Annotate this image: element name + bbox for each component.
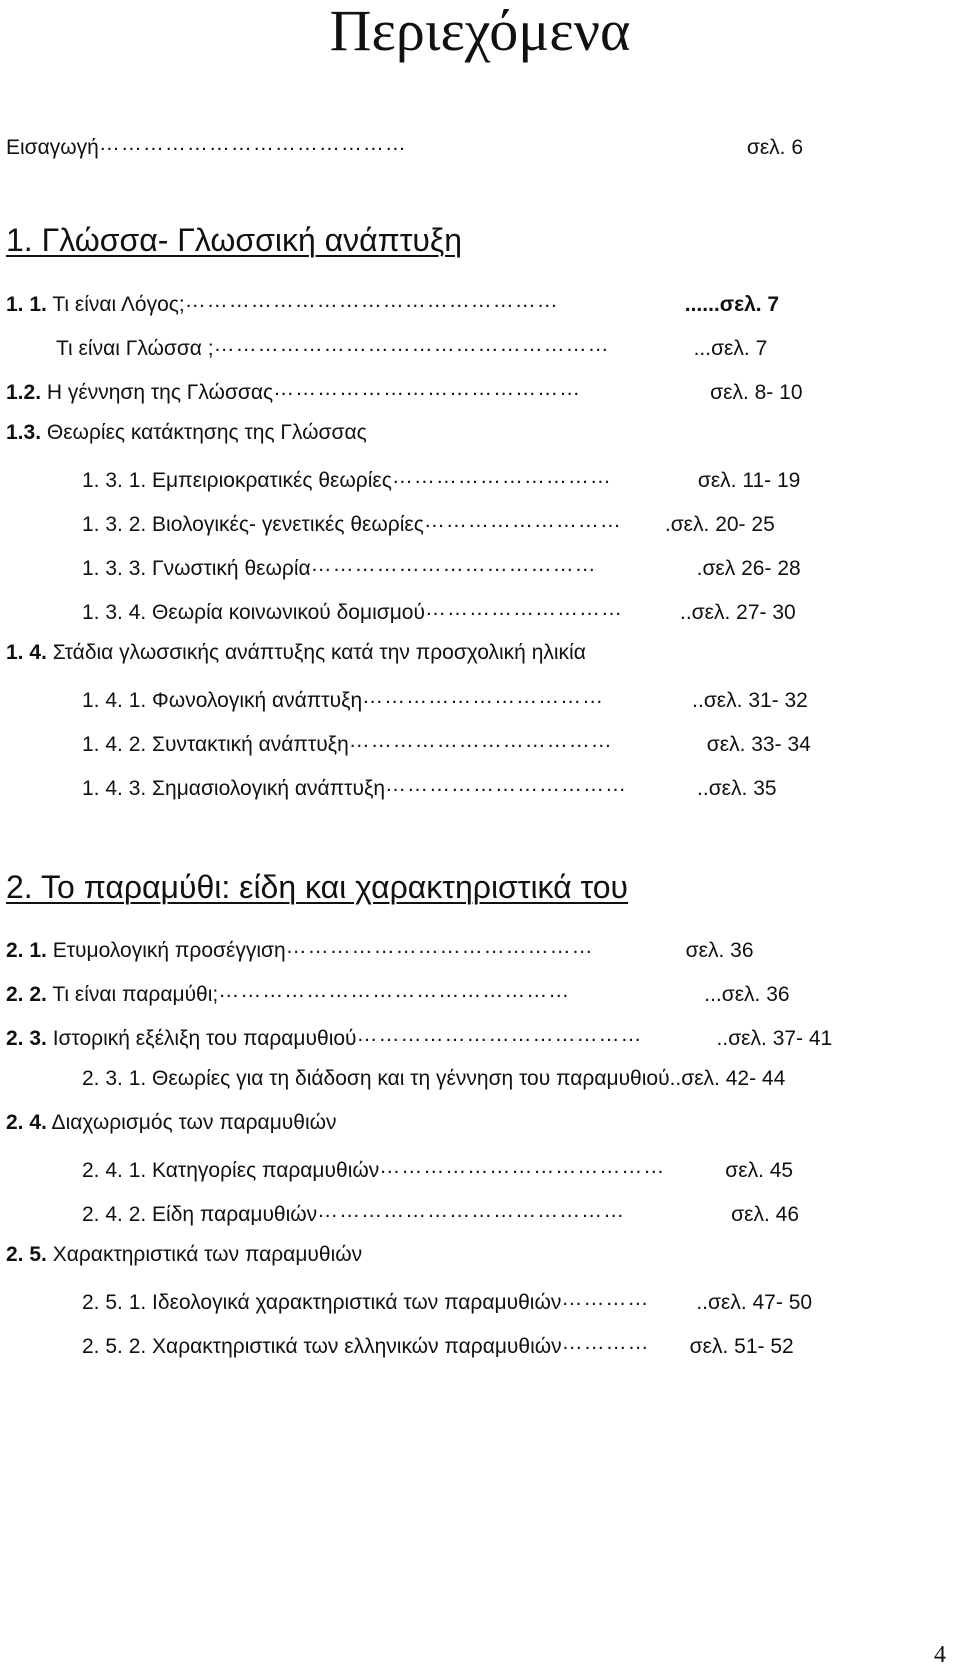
toc-entry-label: Τι είναι Γλώσσα ; [56, 337, 214, 360]
leader-dots: ………………………………… [310, 554, 597, 575]
toc-entry-label: Θεωρίες κατάκτησης της Γλώσσας [41, 421, 367, 444]
toc-entry [6, 422, 367, 443]
toc-entry [6, 290, 779, 315]
toc-entry [6, 1112, 337, 1133]
leader-dots: …………………………… [385, 774, 628, 795]
toc-page-ref: σελ. 45 [725, 1159, 794, 1182]
leader-dots: ………………………………… [379, 1156, 666, 1177]
toc-entry [82, 1156, 793, 1181]
leader-dots: ……………………………………………… [213, 334, 610, 355]
toc-entry-label: Στάδια γλωσσικής ανάπτυξης κατά την προσχολική ηλικία [46, 641, 586, 664]
leader-dots: ……………………… [424, 598, 623, 619]
toc-entry [82, 1200, 799, 1225]
toc-entry [6, 642, 586, 663]
leader-dots: …………………………………… [285, 936, 594, 957]
toc-entry [56, 334, 767, 359]
toc-entry [82, 1288, 812, 1313]
section-heading-1: 1. Γλώσσα- Γλωσσική ανάπτυξη [6, 222, 463, 258]
toc-page-ref: .σελ. 20- 25 [664, 513, 775, 536]
toc-page-ref: ...σελ. 36 [704, 983, 790, 1006]
toc-entry [82, 686, 808, 711]
toc-page-ref: σελ. 8- 10 [710, 381, 803, 404]
page-number: 4 [934, 1642, 946, 1668]
toc-entry [82, 598, 796, 623]
toc-entry-number: 2. 3. [6, 1027, 47, 1050]
toc-entry-number: 2. 1. [6, 939, 47, 962]
toc-entry-intro [6, 133, 803, 158]
leader-dots: ………… [561, 1288, 650, 1309]
toc-entry-number: 1. 4. [6, 641, 47, 664]
toc-entry-label: 1. 3. 1. Εμπειριοκρατικές θεωρίες [82, 469, 392, 492]
toc-entry-number: 2. 2. [6, 983, 47, 1006]
leader-dots: …………………………… [362, 686, 605, 707]
toc-entry-label: Ετυμολογική προσέγγιση [46, 939, 286, 962]
toc-entry-label: Διαχωρισμός των παραμυθιών [46, 1111, 337, 1134]
toc-page-ref: ..σελ. 31- 32 [692, 689, 808, 712]
leader-dots: ………………………………………… [218, 980, 571, 1001]
leader-dots: ………………………………… [356, 1024, 643, 1045]
toc-entry [82, 554, 801, 579]
toc-entry-label: 2. 3. 1. Θεωρίες για τη διάδοση και τη γέννηση του παραμυθιού..σελ. 42- 44 [82, 1067, 786, 1090]
toc-entry-label: 1. 3. 2. Βιολογικές- γενετικές θεωρίες [82, 513, 424, 536]
toc-entry-label: 1. 4. 2. Συντακτική ανάπτυξη [82, 733, 349, 756]
toc-entry-label: 1. 4. 3. Σημασιολογική ανάπτυξη [82, 777, 386, 800]
toc-entry-label: Τι είναι Λόγος; [46, 293, 185, 316]
toc-entry [82, 730, 811, 755]
toc-entry-number: 1. 1. [6, 293, 47, 316]
toc-page-ref: ..σελ. 27- 30 [679, 601, 796, 624]
toc-entry-label: 1. 3. 3. Γνωστική θεωρία [82, 557, 311, 580]
toc-entry-label: 2. 5. 2. Χαρακτηριστικά των ελληνικών παραμυθιών [82, 1335, 562, 1358]
toc-entry-label: 2. 5. 1. Ιδεολογικά χαρακτηριστικά των παραμυθιών [82, 1291, 562, 1314]
toc-entry-label: 2. 4. 2. Είδη παραμυθιών [82, 1203, 318, 1226]
toc-entry-label: 2. 4. 1. Κατηγορίες παραμυθιών [82, 1159, 380, 1182]
toc-entry-label: Ιστορική εξέλιξη του παραμυθιού [46, 1027, 357, 1050]
toc-page-ref: σελ. 6 [746, 136, 804, 159]
toc-entry [6, 980, 790, 1005]
toc-entry-number: 1.2. [6, 381, 42, 404]
toc-entry [82, 1332, 794, 1357]
leader-dots: …………………………………… [317, 1200, 626, 1221]
page-title: Περιεχόμενα [329, 0, 631, 63]
leader-dots: ……………………… [423, 510, 622, 531]
toc-entry-label: Χαρακτηριστικά των παραμυθιών [46, 1243, 363, 1266]
leader-dots: ………… [561, 1332, 650, 1353]
toc-entry [82, 466, 800, 491]
toc-entry-label: Εισαγωγή [6, 136, 99, 159]
toc-page-ref: ..σελ. 37- 41 [716, 1027, 833, 1050]
toc-page-ref: ...σελ. 7 [693, 337, 768, 360]
toc-page-ref: ..σελ. 47- 50 [696, 1291, 813, 1314]
toc-page-ref: σελ. 11- 19 [697, 469, 801, 492]
toc-page-ref: ......σελ. 7 [684, 293, 780, 316]
leader-dots: ……………………………… [348, 730, 613, 751]
leader-dots: …………………………………… [98, 133, 407, 154]
toc-page-ref: σελ. 33- 34 [706, 733, 811, 756]
leader-dots: …………………………………………… [184, 290, 559, 311]
toc-entry-label: Η γέννηση της Γλώσσας [41, 381, 274, 404]
toc-entry [82, 774, 777, 799]
toc-page-ref: .σελ 26- 28 [696, 557, 801, 580]
leader-dots: …………………………………… [273, 378, 582, 399]
leader-dots: ………………………… [391, 466, 612, 487]
toc-page-ref: ..σελ. 35 [697, 777, 777, 800]
toc-page-ref: σελ. 51- 52 [689, 1335, 794, 1358]
toc-entry-label: 1. 4. 1. Φωνολογική ανάπτυξη [82, 689, 363, 712]
toc-entry [6, 1024, 832, 1049]
toc-entry [6, 378, 803, 403]
toc-entry [82, 1068, 785, 1089]
toc-entry-number: 2. 4. [6, 1111, 47, 1134]
toc-entry-number: 2. 5. [6, 1243, 47, 1266]
section-heading-2: 2. Το παραμύθι: είδη και χαρακτηριστικά του [6, 869, 629, 905]
toc-entry [82, 510, 775, 535]
toc-entry [6, 936, 754, 961]
toc-entry [6, 1244, 362, 1265]
toc-entry-number: 1.3. [6, 421, 42, 444]
toc-page-ref: σελ. 46 [731, 1203, 800, 1226]
toc-entry-label: 1. 3. 4. Θεωρία κοινωνικού δομισμού [82, 601, 425, 624]
toc-entry-label: Τι είναι παραμύθι; [46, 983, 219, 1006]
toc-page-ref: σελ. 36 [685, 939, 754, 962]
